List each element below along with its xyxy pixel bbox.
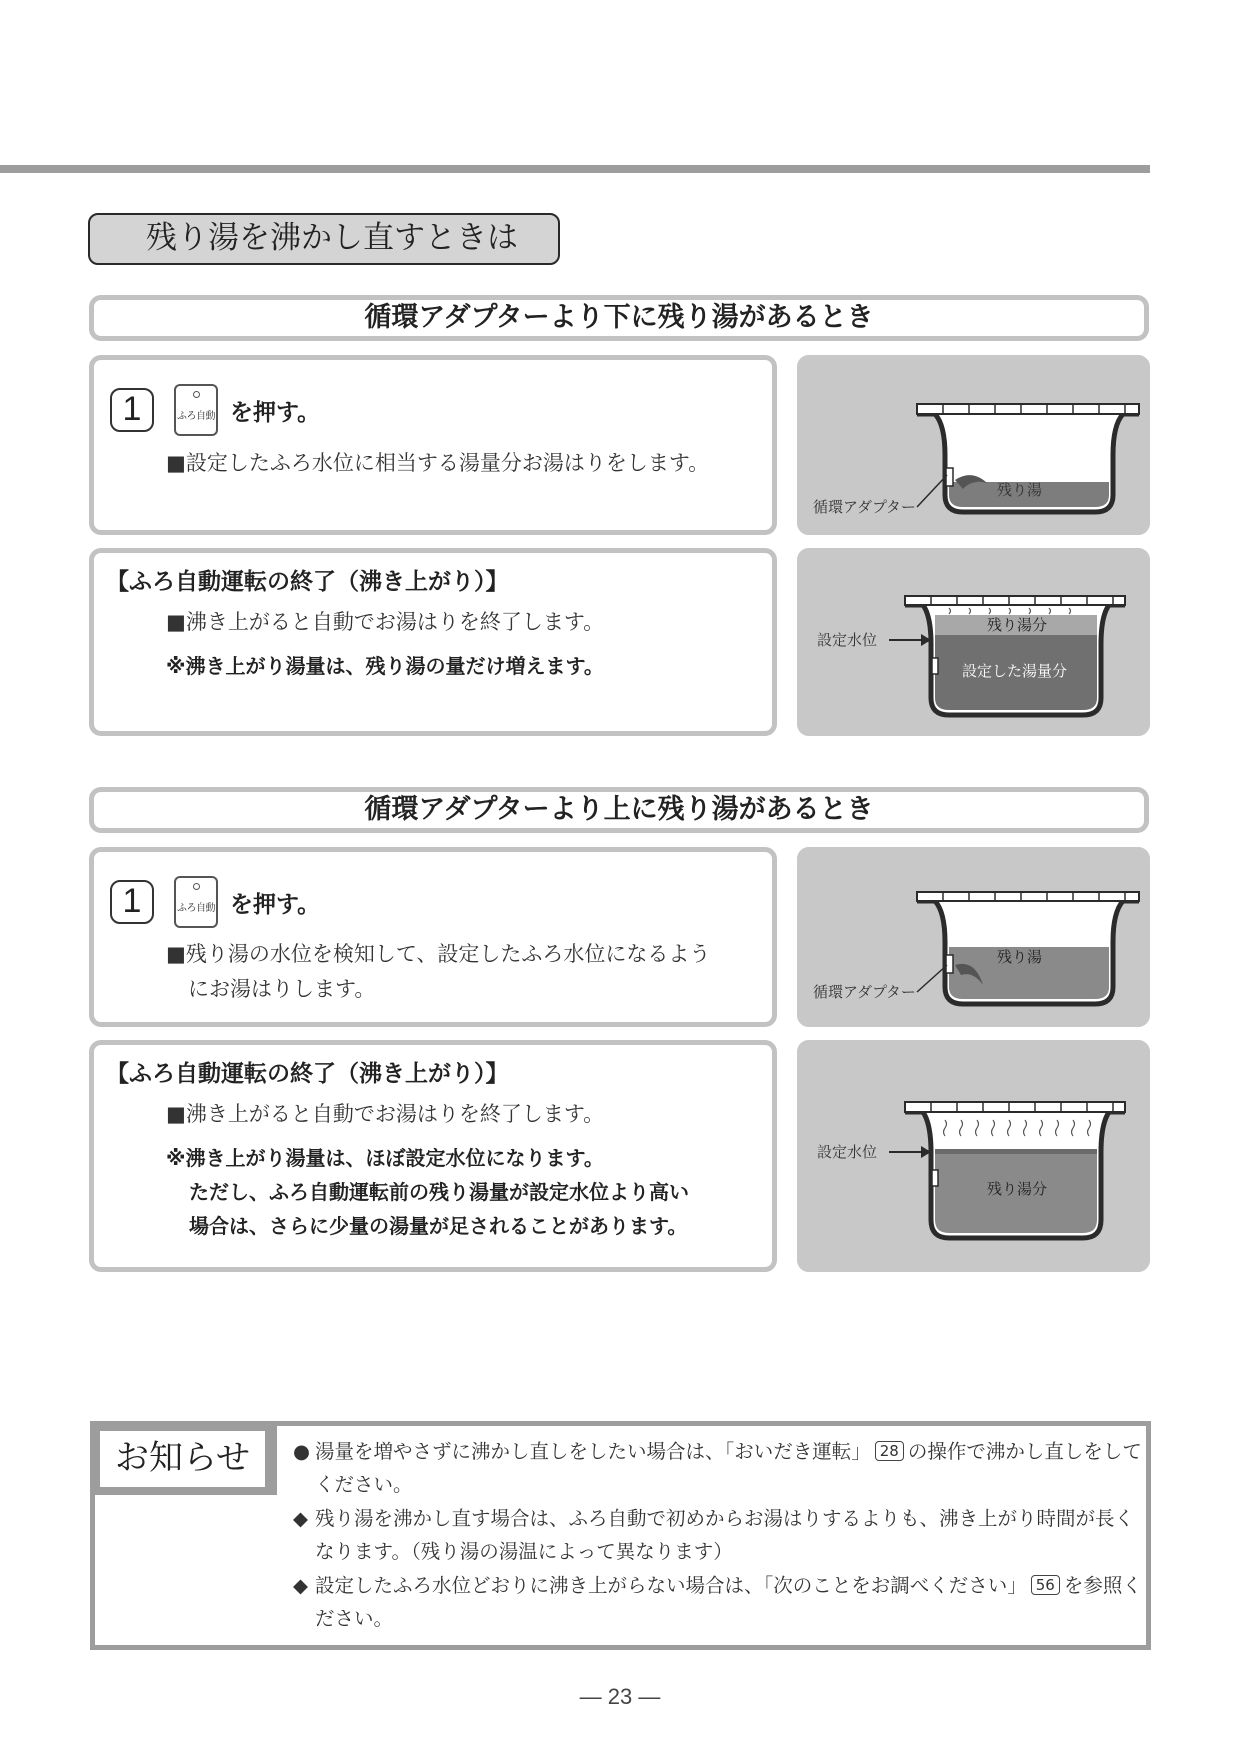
banner-above-adapter: 循環アダプターより上に残り湯があるとき <box>89 787 1149 833</box>
illustration-tub-filled-below <box>797 548 1150 736</box>
label-circulation-adapter: 循環アダプター <box>813 983 916 1001</box>
step-row <box>110 876 320 928</box>
notice-item: ● 湯量を増やさずに沸かし直しをしたい場合は、「おいだき運転」 28 の操作で沸かし直しをしてください。 <box>293 1440 1142 1496</box>
notice-label: お知らせ <box>100 1431 265 1487</box>
page-number: — 23 — <box>579 1684 661 1709</box>
banner-below-adapter: 循環アダプターより下に残り湯があるとき <box>89 295 1149 341</box>
furo-auto-button-icon: ふろ自動 <box>174 876 218 928</box>
illustration-tub-filled-above <box>797 1040 1150 1272</box>
step-bullet: ■設定したふろ水位に相当する湯量分お湯はりをします。 <box>166 451 710 475</box>
end-note: ※沸き上がり湯量は、残り湯の量だけ増えます。 <box>166 654 604 678</box>
step-number: 1 <box>110 880 154 924</box>
furo-auto-button-icon: ふろ自動 <box>174 384 218 436</box>
label-set-level: 設定水位 <box>817 1143 878 1161</box>
page-reference: 28 <box>875 1441 904 1461</box>
label-remaining-portion: 残り湯分 <box>987 616 1048 634</box>
page-reference: 56 <box>1031 1575 1060 1595</box>
label-set-level: 設定水位 <box>817 631 878 649</box>
illustration-tub-above-adapter <box>797 847 1150 1027</box>
top-rule <box>0 165 1150 173</box>
end-title: 【ふろ自動運転の終了（沸き上がり）】 <box>106 1061 509 1087</box>
end-note: ※沸き上がり湯量は、ほぼ設定水位になります。 ただし、ふろ自動運転前の残り湯量が設定水位より高い 場合は、さらに少量の湯量が足されることがあります。 <box>166 1146 689 1238</box>
end-box-below <box>89 548 777 736</box>
end-bullet: ■沸き上がると自動でお湯はりを終了します。 <box>166 1102 605 1126</box>
label-remaining-portion: 残り湯分 <box>987 1180 1048 1198</box>
notice-tab <box>90 1421 277 1495</box>
step-box-above <box>89 847 777 1027</box>
step-row <box>110 384 320 436</box>
step-text: を押す。 <box>230 399 321 426</box>
notice-item: ◆ 残り湯を沸かし直す場合は、ふろ自動で初めからお湯はりするよりも、沸き上がり時間が長くなります。（残り湯の湯温によって異なります） <box>293 1507 1135 1563</box>
step-number: 1 <box>110 388 154 432</box>
end-bullet: ■沸き上がると自動でお湯はりを終了します。 <box>166 610 605 634</box>
label-set-amount: 設定した湯量分 <box>962 662 1068 680</box>
label-remaining-water: 残り湯 <box>997 481 1043 499</box>
illustration-tub-below-adapter <box>797 355 1150 535</box>
step-text: を押す。 <box>230 891 321 918</box>
step-box-below <box>89 355 777 535</box>
notice-box <box>90 1421 1151 1650</box>
notice-item: ◆ 設定したふろ水位どおりに沸き上がらない場合は、「次のことをお調べください」 56 を参照ください。 <box>293 1574 1142 1630</box>
end-title: 【ふろ自動運転の終了（沸き上がり）】 <box>106 569 509 595</box>
notice-list <box>293 1435 1143 1636</box>
section-title: 残り湯を沸かし直すときは <box>88 213 560 265</box>
step-bullet: ■残り湯の水位を検知して、設定したふろ水位になるよう にお湯はりします。 <box>166 942 711 1001</box>
end-box-above <box>89 1040 777 1272</box>
label-remaining-water: 残り湯 <box>997 948 1043 966</box>
label-circulation-adapter: 循環アダプター <box>813 498 916 516</box>
